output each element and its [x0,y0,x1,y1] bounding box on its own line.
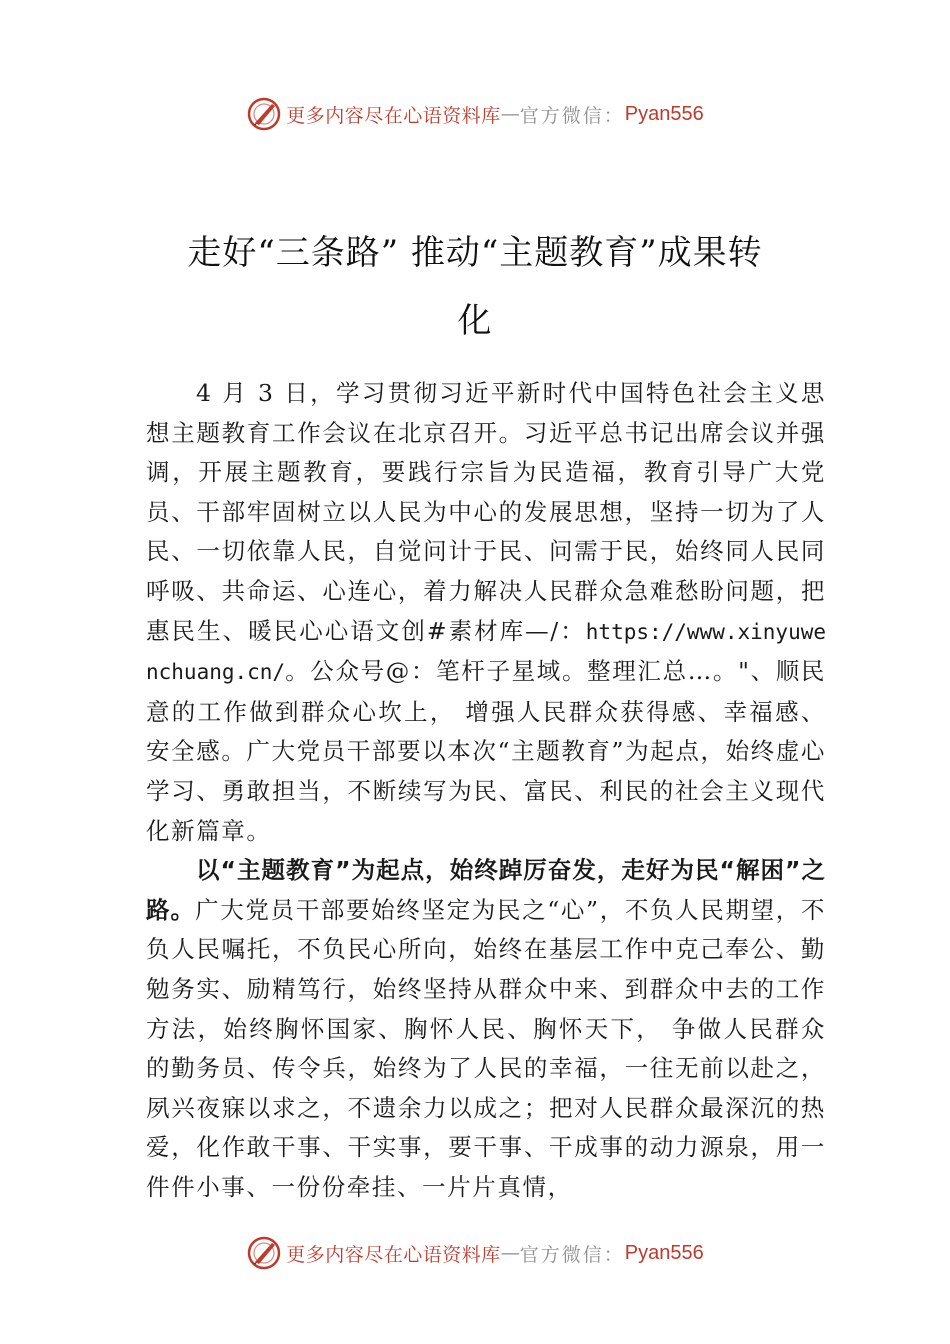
brush-logo-icon [246,1235,282,1271]
title-line-2: 化 [457,300,493,341]
brush-logo-icon [246,96,282,132]
banner-wechat-id: Pyan556 [624,102,704,125]
source-url: https://www.xinyuwenchuang.cn/ [146,619,826,685]
banner-wechat-label: 官方微信： [519,104,625,127]
paragraph-intro-text: 4 月 3 日，学习贯彻习近平新时代中国特色社会主义思想主题教育工作会议在北京召开。习近平总书记出席会议并强调，开展主题教育，要践行宗旨为民造福，教育引导广大党员、干部牢固树立以人民为中心的发展思想，坚持一切为了人民、一切依靠人民，自觉问计于民、问需于民，始终同人民同呼吸、共命运、心连心，着力解决人民群众急难愁盼问题，把惠民生、暖民心心语文创#素材库—/： [146,379,826,645]
paragraph-intro [146,374,826,851]
footer-promo-text: 更多内容尽在心语资料库 [286,1243,501,1266]
footer-separator: — [500,1242,520,1264]
section-heading: 以“主题教育”为起点，始终踔厉奋发，走好为民“解困”之路。 [146,856,826,924]
document-body [146,374,826,1207]
footer-wechat-label: 官方微信： [519,1243,625,1266]
footer-banner [0,1233,950,1273]
footer-wechat-id: Pyan556 [624,1241,704,1264]
section-text: 广大党员干部要始终坚定为民之“心”，不负人民期望，不负人民嘱托，不负民心所向，始终在基层工作中克己奉公、勤勉务实、励精笃行，始终坚持从群众中来、到群众中去的工作方法，始终胸怀国家、胸怀人民、胸怀天下， 争做人民群众的勤务员、传令兵，始终为了人民的幸福，一往无前以赴之，夙兴夜寐以求之，不遗余力以成之；把对人民群众最深沉的热爱，化作敢干事、干实事，要干事、干成事的动力源泉，用一件件小事、一份份牵挂、一片片真情， [146,895,826,1201]
title-line-1: 走好“三条路” 推动“主题教育”成果转 [187,232,763,273]
document-title [130,219,820,355]
banner-promo-text: 更多内容尽在心语资料库 [286,104,501,127]
paragraph-section-1 [146,851,826,1207]
header-banner [0,94,950,134]
paragraph-intro-tail: 。公众号@：笔杆子星域。整理汇总…。"、顺民意的工作做到群众心坎上， 增强人民群众获得感、幸福感、安全感。广大党员干部要以本次“主题教育”为起点，始终虚心学习、勇敢担当，不断续写为民、富民、利民的社会主义现代化新篇章。 [146,657,826,845]
banner-separator: — [500,103,520,125]
